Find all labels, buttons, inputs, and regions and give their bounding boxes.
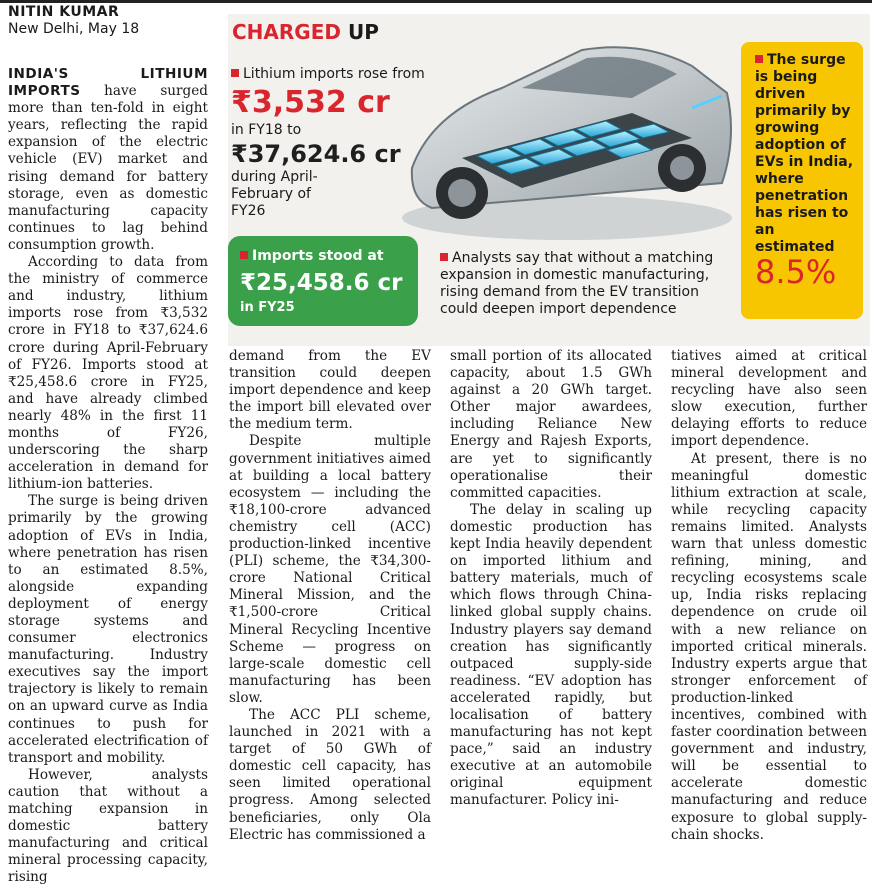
article-paragraph: demand from the EV transition could deepen import dependence and keep the import bill elevated over the medium term. <box>229 348 431 433</box>
article-paragraph: small portion of its allocated capacity, about 1.5 GWh against a 20 GWh target. Other major awardees, including Reliance New Energy and Rajesh Exports, are yet to significantly operationalise their committed capacities. <box>450 348 652 501</box>
bullet-square-icon <box>240 251 248 259</box>
byline <box>8 4 139 38</box>
header-accent: CHARGED <box>232 20 341 44</box>
ev-battery-illustration <box>392 18 738 250</box>
bullet-square-icon <box>231 69 239 77</box>
article-paragraph: Despite multiple government initiatives aimed at building a local battery ecosystem — including the ₹18,100-crore advanced chemistry cell (ACC) production-linked incentive (PLI) scheme, the ₹34,300-crore National Critical Mineral Mission, and the ₹1,500-crore Critical Mineral Recycling Incentive Scheme — progress on large-scale domestic cell manufacturing has been slow. <box>229 433 431 706</box>
article-lead-in: INDIA'S LITHIUM IMPORTS <box>8 66 208 100</box>
fact2-intro: Imports stood at <box>252 248 384 264</box>
fact1-tail: during April-February of FY26 <box>231 169 318 219</box>
fact4-value: 8.5% <box>755 253 837 291</box>
article-paragraph: The surge is being driven primarily by the growing adoption of EVs in India, where penetration has risen to an estimated 8.5%, alongside expanding deployment of energy storage systems and consumer electronics manufacturing. Industry executives say the import trajectory is likely to remain on an upward curve as India continues to push for accelerated electrification of transport and mobility. <box>8 493 208 766</box>
infographic-header <box>232 20 379 44</box>
article-column-1 <box>8 66 208 887</box>
article-paragraph: According to data from the ministry of commerce and industry, lithium imports rose from ₹3,532 crore in FY18 to ₹37,624.6 crore during April-February of FY26. Imports stood at ₹25,458.6 crore in FY25, and have already climbed nearly 48% in the first 11 months of FY26, underscoring the sharp acceleration in demand for lithium-ion batteries. <box>8 254 208 493</box>
article-column-2 <box>229 348 431 844</box>
article-column-4 <box>671 348 867 844</box>
fact1-value-fy18: ₹3,532 cr <box>231 85 390 120</box>
masthead-strip <box>0 0 872 3</box>
fact-analysts-warning <box>440 250 732 318</box>
article-paragraph: The delay in scaling up domestic production has kept India heavily dependent on imported lithium and battery materials, much of which flows through China-linked global supply chains. Industry players say demand creation has significantly outpaced supply-side readiness. “EV adoption has accelerated rapidly, but localisation of battery manufacturing has not kept pace,” said an industry executive at an automobile original equipment manufacturer. Policy ini- <box>450 501 652 809</box>
article-paragraph: tiatives aimed at critical mineral development and recycling have also seen slow execution, further delaying efforts to reduce import dependence. <box>671 348 867 450</box>
author-name: NITIN KUMAR <box>8 4 120 20</box>
fact2-tail: in FY25 <box>240 300 295 315</box>
fact4-text: The surge is being driven primarily by growing adoption of EVs in India, where penetration has risen to an estimated <box>755 52 854 255</box>
dateline: New Delhi, May 18 <box>8 21 140 37</box>
bullet-square-icon <box>440 253 448 261</box>
fact1-intro: Lithium imports rose from <box>243 66 425 82</box>
header-rest: UP <box>340 20 379 44</box>
bullet-square-icon <box>755 55 763 63</box>
article-column-3 <box>450 348 652 810</box>
fact2-value: ₹25,458.6 cr <box>240 270 403 296</box>
fact-fy25-imports-box <box>228 236 418 326</box>
article-paragraph: At present, there is no meaningful domestic lithium extraction at scale, while recycling capacity remains limited. Analysts warn that unless domestic refining, mining, and recycling ecosystems scale up, India risks replacing dependence on crude oil with a new reliance on imported critical minerals. Industry experts argue that stronger enforcement of production-linked incentives, combined with faster coordination between government and industry, will be essential to accelerate domestic manufacturing and reduce exposure to global supply-chain shocks. <box>671 450 867 843</box>
fact-ev-penetration-box <box>741 42 863 319</box>
fact3-text: Analysts say that without a matching expansion in domestic manufacturing, rising demand from the EV transition could deepen import dependence <box>440 250 714 317</box>
fact1-mid: in FY18 to <box>231 122 302 138</box>
ev-chassis-graphic <box>392 18 738 250</box>
article-paragraph: INDIA'S LITHIUM IMPORTS have surged more than ten-fold in eight years, reflecting the rapid expansion of the electric vehicle (EV) market and rising demand for battery storage, even as domestic manufacturing capacity continues to lag behind consumption growth. <box>8 66 208 253</box>
article-paragraph: However, analysts caution that without a matching expansion in domestic battery manufacturing and critical mineral processing capacity, rising <box>8 766 208 886</box>
fact-lithium-imports-rise <box>231 66 431 220</box>
fact1-value-fy26: ₹37,624.6 cr <box>231 140 401 168</box>
article-paragraph: The ACC PLI scheme, launched in 2021 with a target of 50 GWh of domestic cell capacity, has seen limited operational progress. Among selected beneficiaries, only Ola Electric has commissioned a <box>229 706 431 843</box>
